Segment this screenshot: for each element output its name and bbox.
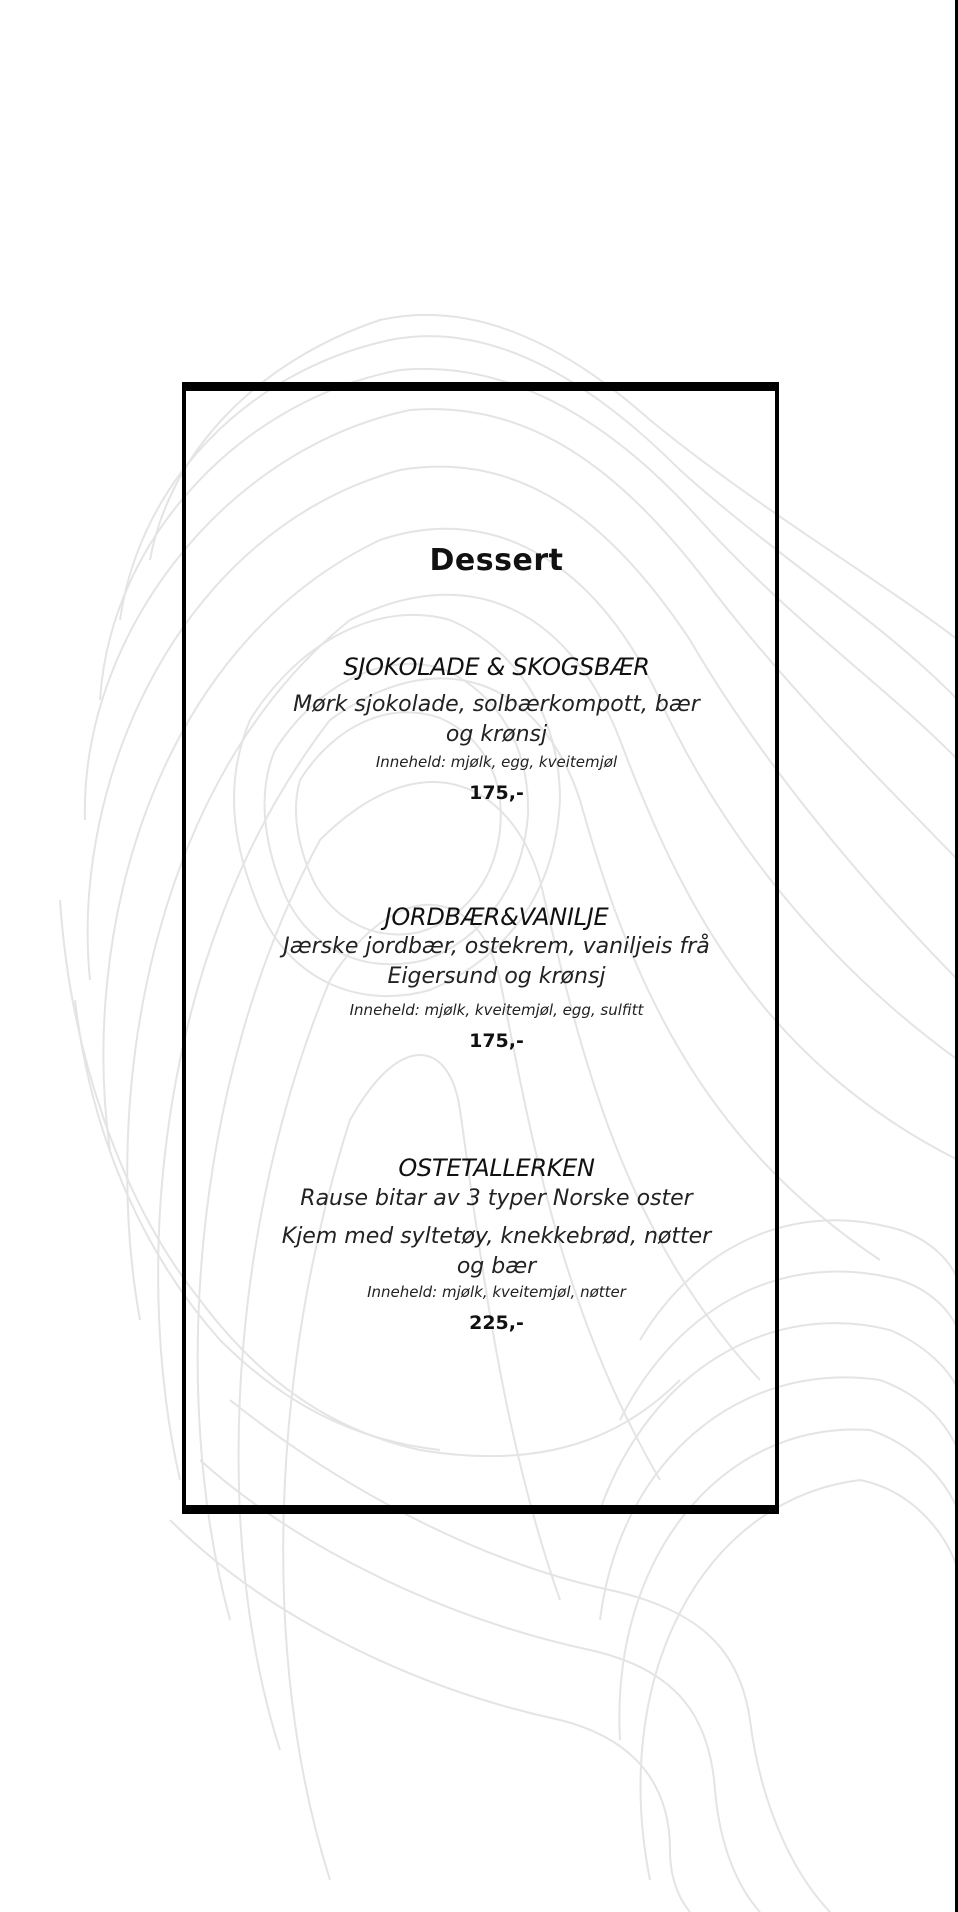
- menu-item-cheese-plate: [182, 1153, 811, 1336]
- item-description: Jærske jordbær, ostekrem, vaniljeis frå Eigersund og krønsj: [283, 934, 710, 989]
- item-description: Kjem med syltetøy, knekkebrød, nøtter og bær: [281, 1224, 712, 1279]
- menu-title: Dessert: [429, 543, 564, 578]
- item-description: Mørk sjokolade, solbærkompott, bær og krønsj: [293, 692, 700, 747]
- item-name: SJOKOLADE & SKOGSBÆR: [343, 653, 650, 681]
- item-price: 175,-: [469, 782, 524, 804]
- item-allergens: Inneheld: mjølk, kveitemjøl, nøtter: [367, 1283, 626, 1301]
- item-price: 225,-: [469, 1312, 524, 1334]
- item-allergens: Inneheld: mjølk, kveitemjøl, egg, sulfitt: [349, 1001, 644, 1019]
- item-name: OSTETALLERKEN: [398, 1154, 595, 1182]
- item-subtitle: Rause bitar av 3 typer Norske oster: [300, 1186, 693, 1211]
- item-allergens: Inneheld: mjølk, egg, kveitemjøl: [375, 753, 618, 771]
- item-name: JORDBÆR&VANILJE: [384, 903, 609, 931]
- menu-item-chocolate: [182, 652, 811, 806]
- menu-item-strawberry: [182, 902, 811, 1054]
- item-price: 175,-: [469, 1030, 524, 1052]
